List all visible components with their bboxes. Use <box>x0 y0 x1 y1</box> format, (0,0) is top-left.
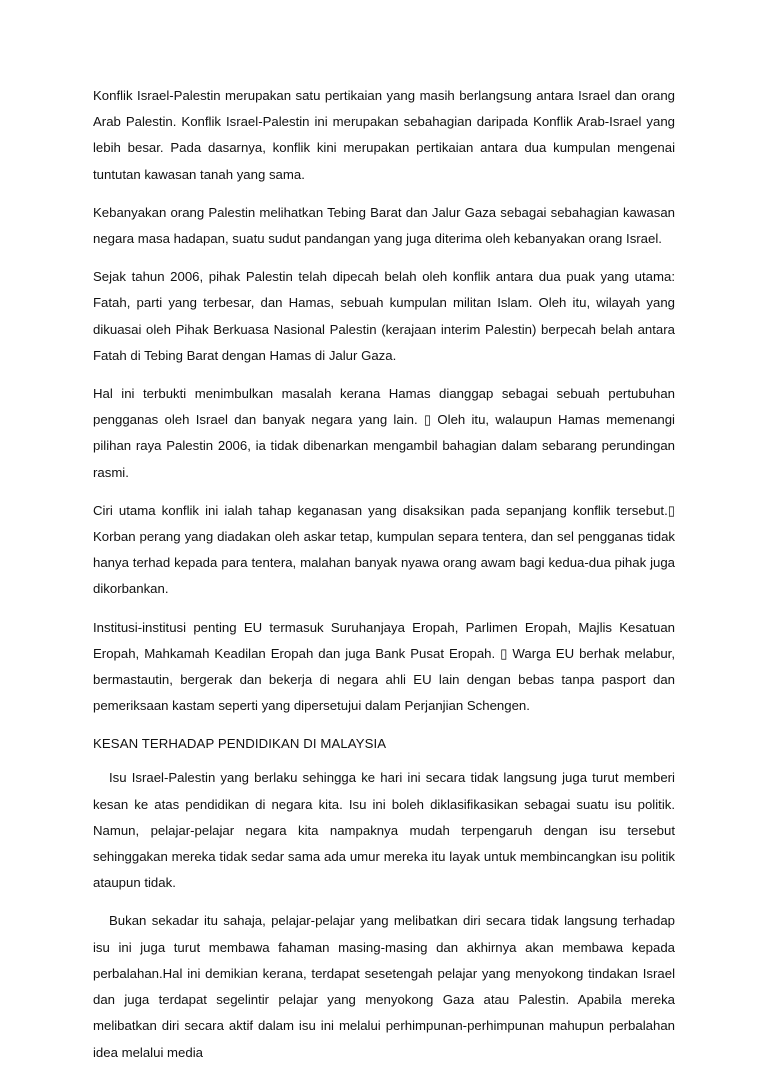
document-body <box>93 83 675 1078</box>
paragraph-hamas-pengganas: Hal ini terbukti menimbulkan masalah kerana Hamas dianggap sebagai sebuah pertubuhan pengganas oleh Israel dan banyak negara yang lain. ▯ Oleh itu, walaupun Hamas memenangi pilihan raya Palestin 2006, ia tidak dibenarkan mengambil bahagian dalam sebarang perundingan rasmi. <box>93 386 675 480</box>
paragraph-keganasan: Ciri utama konflik ini ialah tahap keganasan yang disaksikan pada sepanjang konflik tersebut.▯ Korban perang yang diadakan oleh askar tetap, kumpulan separa tentera, dan sel pengganas tidak hanya terhad kepada para tentera, malahan banyak nyawa orang awam bagi kedua-dua pihak juga dikorbankan. <box>93 502 675 597</box>
paragraph-institusi-eu: Institusi-institusi penting EU termasuk Suruhanjaya Eropah, Parlimen Eropah, Majlis Kesatuan Eropah, Mahkamah Keadilan Eropah dan juga Bank Pusat Eropah. ▯ Warga EU berhak melabur, bermastautin, bergerak dan bekerja di negara ahli EU lain dengan bebas tanpa pasport dan pemeriksaan kastam seperti yang dipersetujui dalam Perjanjian Schengen. <box>93 619 675 714</box>
paragraph-fatah-hamas: Sejak tahun 2006, pihak Palestin telah dipecah belah oleh konflik antara dua puak yang utama: Fatah, parti yang terbesar, dan Hamas, sebuah kumpulan militan Islam. Oleh itu, wilayah yang dikuasai oleh Pihak Berkuasa Nasional Palestin (kerajaan interim Palestin) berpecah belah antara Fatah di Tebing Barat dengan Hamas di Jalur Gaza. <box>93 269 675 363</box>
paragraph-konflik-intro: Konflik Israel-Palestin merupakan satu pertikaian yang masih berlangsung antara Israel dan orang Arab Palestin. Konflik Israel-Palestin ini merupakan sebahagian daripada Konflik Arab-Israel yang lebih besar. Pada dasarnya, konflik kini merupakan pertikaian antara dua kumpulan mengenai tuntutan kawasan tanah yang sama. <box>93 88 675 182</box>
paragraph-tebing-barat: Kebanyakan orang Palestin melihatkan Tebing Barat dan Jalur Gaza sebagai sebahagian kawasan negara masa hadapan, suatu sudut pandangan yang juga diterima oleh kebanyakan orang Israel. <box>93 204 675 247</box>
section-heading: KESAN TERHADAP PENDIDIKAN DI MALAYSIA <box>93 736 387 752</box>
paragraph-kesan-pendidikan: Isu Israel-Palestin yang berlaku sehingga ke hari ini secara tidak langsung juga turut memberi kesan ke atas pendidikan di negara kita. Isu ini boleh diklasifikasikan sebagai suatu isu politik. Namun, pelajar-pelajar negara kita nampaknya mudah terpengaruh dengan isu tersebut sehinggakan mereka tidak sedar sama ada umur mereka itu layak untuk membincangkan isu politik ataupun tidak. <box>93 770 675 891</box>
paragraph-perbalahan: Bukan sekadar itu sahaja, pelajar-pelajar yang melibatkan diri secara tidak langsung terhadap isu ini juga turut membawa fahaman masing-masing dan akhirnya akan membawa kepada perbalahan.Hal ini demikian kerana, terdapat sesetengah pelajar yang menyokong tindakan Israel dan juga terdapat segelintir pelajar yang menyokong Gaza atau Palestin. Apabila mereka melibatkan diri secara aktif dalam isu ini melalui perhimpunan-perhimpunan mahupun perbalahan idea melalui media <box>93 913 675 1060</box>
